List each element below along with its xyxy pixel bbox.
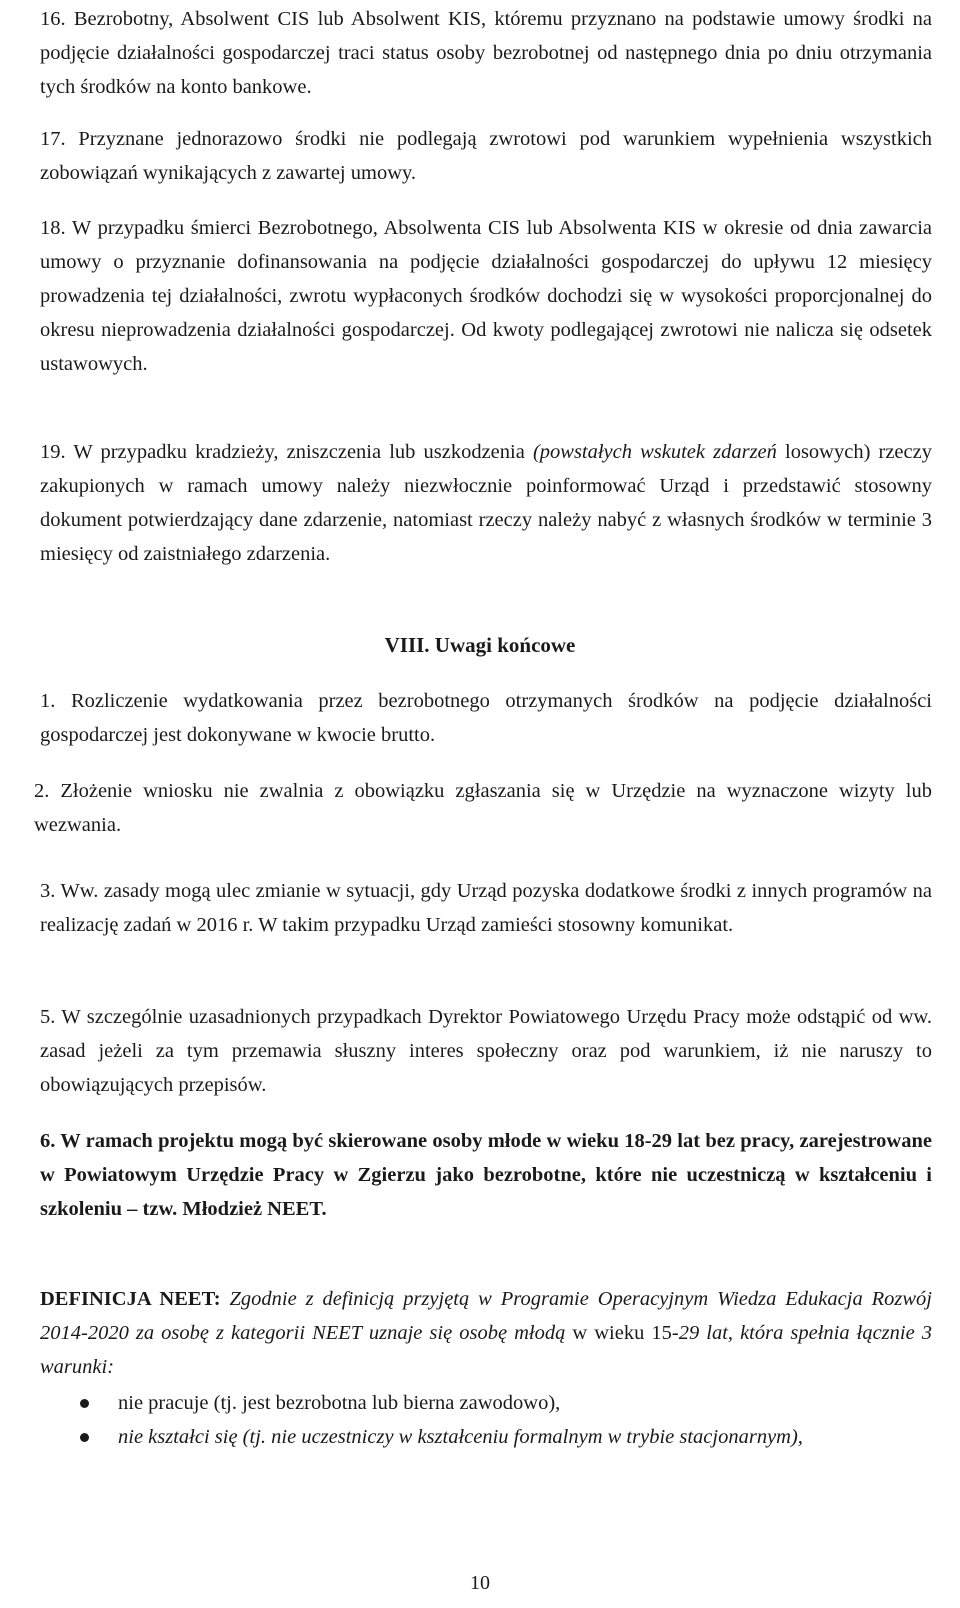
paragraph-18: 18. W przypadku śmierci Bezrobotnego, Absolwenta CIS lub Absolwenta KIS w okresie od dnia zawarcia umowy o przyznanie dofinansowania na podjęcie działalności gospodarczej do upływu 12 miesięcy prowadzenia tej działalności, zwrotu wypłaconych środków dochodzi się w wysokości proporcjonalnej do okresu nieprowadzenia działalności gospodarczej. Od kwoty podlegającej zwrotowi nie nalicza się odsetek ustawowych.: [40, 217, 932, 375]
remark-3: 3. Ww. zasady mogą ulec zmianie w sytuacji, gdy Urząd pozyska dodatkowe środki z innych programów na realizację zadań w 2016 r. W takim przypadku Urząd zamieści stosowny komunikat.: [40, 880, 932, 936]
remark-5: 5. W szczególnie uzasadnionych przypadkach Dyrektor Powiatowego Urzędu Pracy może odstąpić od ww. zasad jeżeli za tym przemawia słuszny interes społeczny oraz pod warunkiem, iż nie naruszy to obowiązujących przepisów.: [40, 1006, 932, 1096]
remark-1: 1. Rozliczenie wydatkowania przez bezrobotnego otrzymanych środków na podjęcie działalności gospodarczej jest dokonywane w kwocie brutto.: [40, 690, 932, 746]
list-item-text: nie pracuje (tj. jest bezrobotna lub bierna zawodowo),: [118, 1392, 561, 1414]
section-heading: VIII. Uwagi końcowe: [384, 633, 576, 657]
list-item: [76, 1420, 936, 1454]
list-item: [76, 1386, 936, 1420]
neet-conditions-list: [76, 1386, 936, 1454]
neet-text-italic-2: 29 lat, która spełnia łącznie 3 warunki:: [40, 1322, 932, 1378]
neet-definition: [40, 1282, 932, 1384]
neet-text-italic: Zgodnie z definicją przyjętą w Programie Operacyjnym Wiedza Edukacja Rozwój 2014-2020 za osobę z kategorii NEET uznaje się osobę młodą: [40, 1288, 932, 1344]
paragraph-19-start: 19. W przypadku kradzieży, zniszczenia lub uszkodzenia: [40, 441, 533, 463]
paragraph-19: [40, 435, 932, 571]
remark-2: 2. Złożenie wniosku nie zwalnia z obowiązku zgłaszania się w Urzędzie na wyznaczone wizyty lub wezwania.: [34, 780, 932, 836]
bullet-icon: [80, 1399, 89, 1408]
remark-6: 6. W ramach projektu mogą być skierowane osoby młode w wieku 18-29 lat bez pracy, zarejestrowane w Powiatowym Urzędzie Pracy w Zgierzu jako bezrobotne, które nie uczestniczą w kształceniu i szkoleniu – tzw. Młodzież NEET.: [40, 1130, 932, 1220]
list-item-text: nie kształci się (tj. nie uczestniczy w kształceniu formalnym w trybie stacjonarnym),: [118, 1426, 803, 1448]
paragraph-16: 16. Bezrobotny, Absolwent CIS lub Absolwent KIS, któremu przyznano na podstawie umowy środki na podjęcie działalności gospodarczej traci status osoby bezrobotnej od następnego dnia po dniu otrzymania tych środków na konto bankowe.: [40, 8, 932, 98]
neet-label: DEFINICJA NEET:: [40, 1288, 221, 1310]
paragraph-19-italic: (powstałych wskutek zdarzeń: [532, 441, 777, 463]
paragraph-19-end: losowych) rzeczy zakupionych w ramach umowy należy niezwłocznie poinformować Urząd i przedstawić stosowny dokument potwierdzający dane zdarzenie, natomiast rzeczy należy nabyć z własnych środków w terminie 3 miesięcy od zaistniałego zdarzenia.: [40, 441, 932, 565]
paragraph-17: 17. Przyznane jednorazowo środki nie podlegają zwrotowi pod warunkiem wypełnienia wszystkich zobowiązań wynikających z zawartej umowy.: [40, 128, 932, 184]
bullet-icon: [80, 1433, 89, 1442]
neet-text-plain: w wieku 15-: [565, 1322, 679, 1344]
page-number: 10: [470, 1572, 490, 1594]
